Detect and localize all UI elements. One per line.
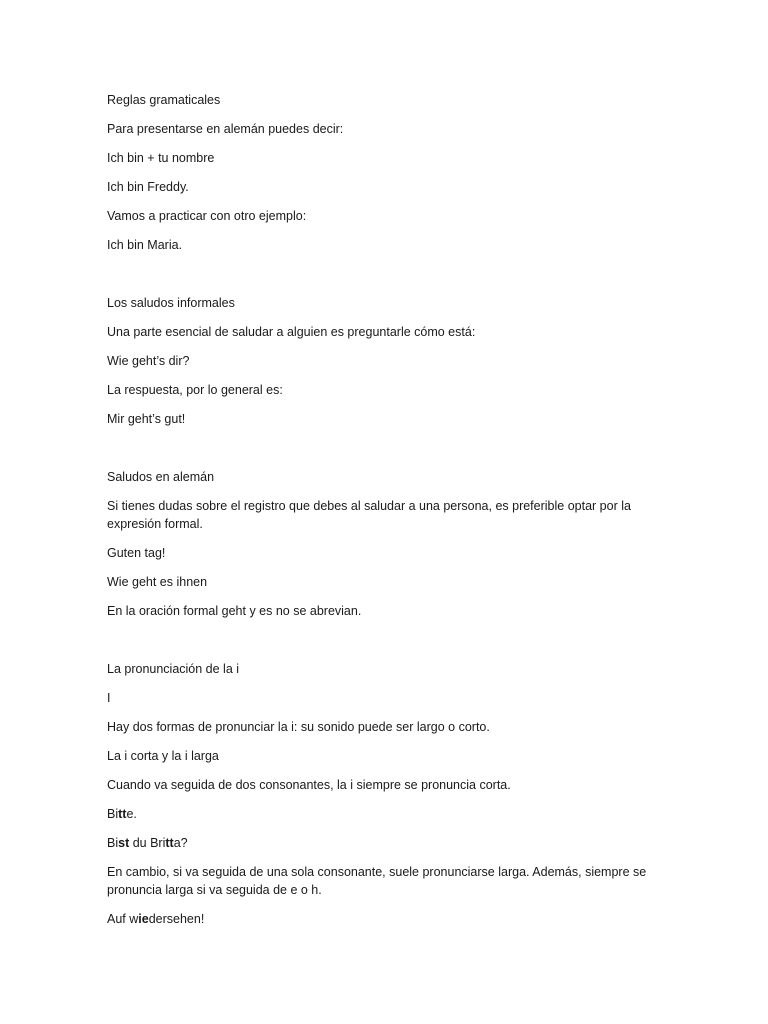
document-body [107,91,667,939]
section-spacer [107,439,667,468]
paragraph: Ich bin + tu nombre [107,151,215,165]
paragraph: Para presentarse en alemán puedes decir: [107,122,344,136]
paragraph: Si tienes dudas sobre el registro que debes al saludar a una persona, es preferible optar por la expresión formal. [107,499,631,531]
example-text: Bi [107,807,119,821]
emphasized-letters: ie [138,912,149,926]
paragraph: La i corta y la i larga [107,749,219,763]
example-text: a? [173,836,188,850]
paragraph: Hay dos formas de pronunciar la i: su sonido puede ser largo o corto. [107,720,490,734]
emphasized-letters: tt [118,807,127,821]
section-spacer [107,265,667,294]
paragraph: Mir geht’s gut! [107,412,186,426]
example-bitte [107,805,667,823]
example-text: du Bri [129,836,166,850]
paragraph: Wie geht es ihnen [107,575,208,589]
paragraph: Wie geht’s dir? [107,354,190,368]
example-text: dersehen! [148,912,205,926]
example-bist-du-britta [107,834,667,852]
example-text: Auf w [107,912,139,926]
example-text: e. [126,807,137,821]
paragraph: En la oración formal geht y es no se abrevian. [107,604,362,618]
section-spacer [107,631,667,660]
paragraph: Ich bin Freddy. [107,180,189,194]
heading-saludos-informales: Los saludos informales [107,296,235,310]
paragraph: Vamos a practicar con otro ejemplo: [107,209,307,223]
paragraph: Cuando va seguida de dos consonantes, la i siempre se pronuncia corta. [107,778,511,792]
heading-reglas: Reglas gramaticales [107,93,221,107]
paragraph: Ich bin Maria. [107,238,183,252]
paragraph: Una parte esencial de saludar a alguien es preguntarle cómo está: [107,325,476,339]
paragraph: Guten tag! [107,546,166,560]
heading-pronunciacion: La pronunciación de la i [107,662,240,676]
emphasized-letters: st [118,836,130,850]
heading-saludos-aleman: Saludos en alemán [107,470,215,484]
paragraph: En cambio, si va seguida de una sola consonante, suele pronunciarse larga. Además, siempre se pronuncia larga si va seguida de e o h. [107,865,647,897]
paragraph: La respuesta, por lo general es: [107,383,283,397]
emphasized-letters: tt [165,836,174,850]
example-text: Bi [107,836,119,850]
example-auf-wiedersehen [107,910,667,928]
paragraph: I [107,691,111,705]
